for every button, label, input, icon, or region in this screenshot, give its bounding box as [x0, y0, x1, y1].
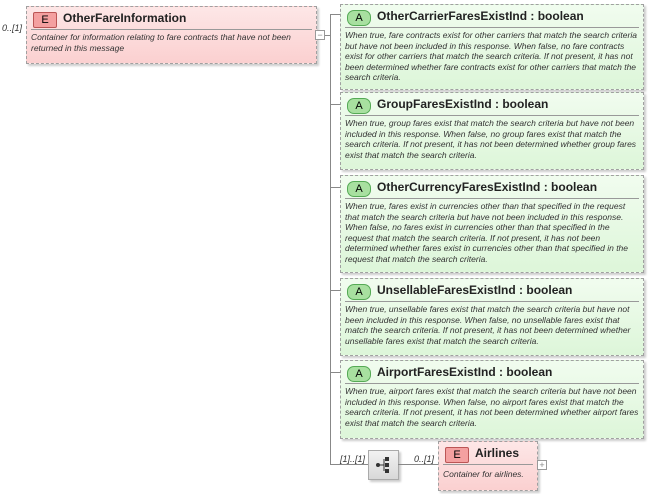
attribute-airport-fares-exist-ind[interactable]: [340, 360, 644, 439]
attribute-name: GroupFaresExistInd : boolean: [377, 97, 549, 111]
connector-vertical: [330, 35, 331, 464]
child-cardinality: 0..[1]: [414, 454, 435, 464]
attribute-description: When true, airport fares exist that match the search criteria but have not been included in this response. When false, no airport fares exist that match the search criteria. If not present, it has not been determined whether airport fares exist that match the search criteria.: [345, 386, 639, 428]
element-airlines[interactable]: [438, 441, 538, 491]
expand-toggle[interactable]: +: [537, 460, 547, 470]
attribute-name: OtherCarrierFaresExistInd : boolean: [377, 9, 584, 23]
divider: [443, 464, 533, 465]
divider: [345, 198, 639, 199]
attribute-group-fares-exist-ind[interactable]: [340, 92, 644, 170]
attribute-badge: A: [347, 181, 371, 197]
connector: [330, 464, 368, 465]
connector: [330, 290, 340, 291]
connector: [330, 372, 340, 373]
attribute-badge: A: [347, 10, 371, 26]
element-badge: E: [445, 447, 469, 463]
connector: [330, 14, 340, 15]
connector: [330, 187, 340, 188]
attribute-badge: A: [347, 284, 371, 300]
attribute-name: OtherCurrencyFaresExistInd : boolean: [377, 180, 598, 194]
attribute-description: When true, fare contracts exist for other carriers that match the search criteria but have not been included in this response. When false, no fare contracts exist for other carriers that match the search criteria. If not present, it has not been determined whether fare contracts exist for other carriers that match the search criteria.: [345, 30, 637, 82]
attribute-badge: A: [347, 98, 371, 114]
root-cardinality: 0..[1]: [2, 23, 23, 33]
divider: [31, 29, 312, 30]
element-other-fare-information[interactable]: [26, 6, 317, 64]
element-description: Container for airlines.: [443, 469, 524, 479]
divider: [345, 301, 639, 302]
attribute-name: AirportFaresExistInd : boolean: [377, 365, 553, 379]
attribute-description: When true, unsellable fares exist that match the search criteria but have not been included in this response. When false, no unsellable fares exist that match the search criteria. If not present, it has not been determined whether unsellable fares exist that match the search criteria.: [345, 304, 631, 346]
attribute-other-currency-fares-exist-ind[interactable]: [340, 175, 644, 273]
sequence-icon: [369, 451, 398, 479]
element-badge: E: [33, 12, 57, 28]
attribute-description: When true, fares exist in currencies other than that specified in the request that match the search criteria but have not been included in this response. When false, no fares exist in currencies other than that specified in the request that match the search criteria. If not present, it has not been determined whether fares exist in currencies other than that specified in the request that match the search criteria.: [345, 201, 629, 264]
element-name: OtherFareInformation: [63, 11, 187, 25]
attribute-name: UnsellableFaresExistInd : boolean: [377, 283, 573, 297]
divider: [345, 27, 639, 28]
sequence-compositor[interactable]: [368, 450, 399, 480]
attribute-description: When true, group fares exist that match the search criteria but have not been included in this response. When false, no group fares exist that match the search criteria. If not present, it has not been determined whether group fares exist that match the search criteria.: [345, 118, 637, 160]
element-description: Container for information relating to fare contracts that have not been returned in this message: [31, 32, 291, 53]
connector: [398, 464, 438, 465]
attribute-other-carrier-fares-exist-ind[interactable]: [340, 4, 644, 90]
collapse-toggle[interactable]: −: [315, 30, 325, 40]
divider: [345, 383, 639, 384]
element-name: Airlines: [475, 446, 520, 460]
divider: [345, 115, 639, 116]
attribute-unsellable-fares-exist-ind[interactable]: [340, 278, 644, 356]
connector: [330, 104, 340, 105]
attribute-badge: A: [347, 366, 371, 382]
connector: [330, 14, 331, 36]
sequence-cardinality: [1]..[1]: [340, 454, 366, 464]
